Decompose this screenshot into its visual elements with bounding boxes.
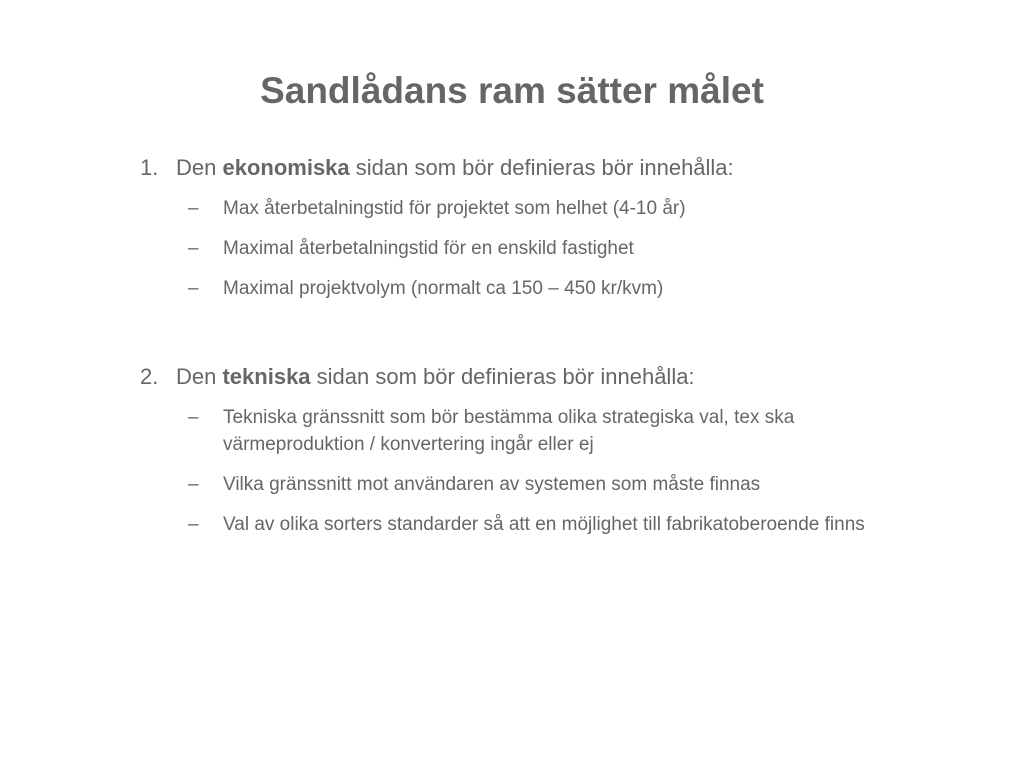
numbered-item-1 bbox=[140, 153, 900, 183]
sub-list-technical bbox=[140, 404, 900, 538]
dash-bullet: – bbox=[188, 407, 199, 428]
item-prefix: Den bbox=[176, 155, 223, 180]
item-bold-keyword: ekonomiska bbox=[222, 155, 350, 180]
sub-item bbox=[140, 471, 883, 498]
dash-bullet: – bbox=[188, 474, 199, 495]
sub-item bbox=[140, 195, 883, 222]
section-economic bbox=[140, 153, 900, 315]
sub-item-text: Maximal projektvolym (normalt ca 150 – 450 kr/kvm) bbox=[223, 278, 664, 299]
item-number: 1. bbox=[140, 155, 159, 180]
dash-bullet: – bbox=[188, 278, 199, 299]
item-bold-keyword: tekniska bbox=[222, 364, 311, 389]
slide-title: Sandlådans ram sätter målet bbox=[260, 70, 764, 111]
sub-item-text: Val av olika sorters standarder så att en möjlighet till fabrikatoberoende finns bbox=[223, 514, 865, 535]
sub-item bbox=[140, 275, 883, 302]
sub-item-text: Tekniska gränssnitt som bör bestämma olika strategiska val, tex ska värmeproduktion / konvertering ingår eller ej bbox=[223, 407, 795, 455]
dash-bullet: – bbox=[188, 514, 199, 535]
section-technical bbox=[140, 362, 900, 551]
sub-list-economic bbox=[140, 195, 900, 302]
sub-item-text: Vilka gränssnitt mot användaren av systemen som måste finnas bbox=[223, 474, 761, 495]
dash-bullet: – bbox=[188, 198, 199, 219]
sub-item-text: Max återbetalningstid för projektet som helhet (4-10 år) bbox=[223, 198, 686, 219]
item-suffix: sidan som bör definieras bör innehålla: bbox=[310, 364, 695, 389]
sub-item bbox=[140, 511, 883, 538]
sub-item bbox=[140, 404, 883, 458]
item-suffix: sidan som bör definieras bör innehålla: bbox=[349, 155, 734, 180]
item-prefix: Den bbox=[176, 364, 223, 389]
numbered-item-2 bbox=[140, 362, 900, 392]
sub-item bbox=[140, 235, 883, 262]
sub-item-text: Maximal återbetalningstid för en enskild fastighet bbox=[223, 238, 634, 259]
item-number: 2. bbox=[140, 364, 159, 389]
dash-bullet: – bbox=[188, 238, 199, 259]
